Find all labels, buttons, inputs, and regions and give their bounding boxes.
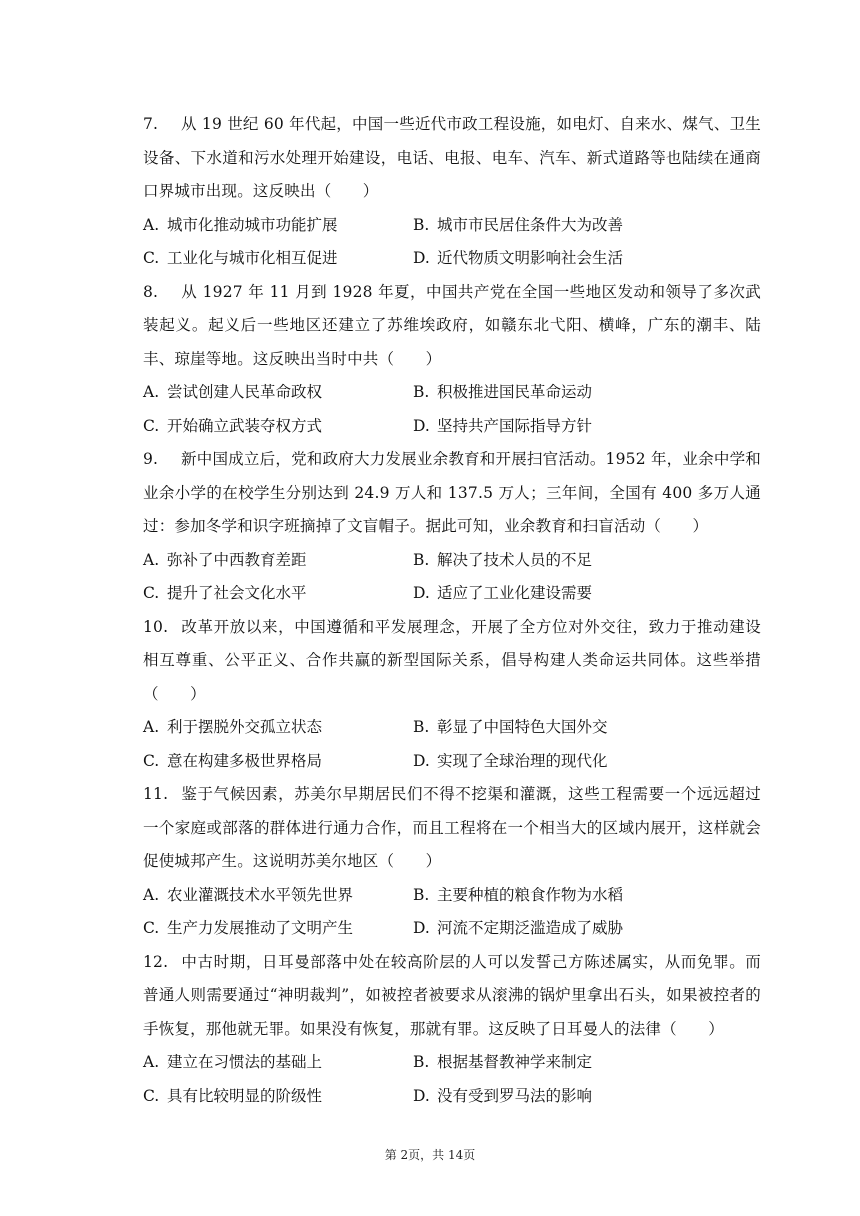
option-a: A. 农业灌溉技术水平领先世界 <box>143 885 354 904</box>
option-d: D. 河流不定期泛滥造成了威胁 <box>413 919 624 937</box>
option-d: D. 近代物质文明影响社会生活 <box>413 249 624 267</box>
option-a: A. 弥补了中西教育差距 <box>143 550 307 569</box>
option-a: A. 尝试创建人民革命政权 <box>143 383 323 401</box>
option-d: D. 没有受到罗马法的影响 <box>413 1086 593 1105</box>
option-b: B. 城市市民居住条件大为改善 <box>413 215 624 234</box>
question-9 <box>143 443 761 611</box>
option-d: D. 实现了全球治理的现代化 <box>413 751 608 770</box>
question-11 <box>143 778 761 946</box>
option-d: D. 适应了工业化建设需要 <box>413 584 593 602</box>
page-footer: 第 2页，共 14页 <box>384 1148 476 1162</box>
question-text: 中古时期，日耳曼部落中处在较高阶层的人可以发誓己方陈述属实，从而免罪。而普通人则需要通过“神明裁判”，如被控者被要求从滚沸的锅炉里拿出石头，如果被控者的手恢复，那他就无罪。如果没有恢复，那就有罪。这反映了日耳曼人的法律（ ） <box>143 952 761 1038</box>
question-8 <box>143 276 761 444</box>
option-c: C. 提升了社会文化水平 <box>143 584 307 602</box>
question-text: 改革开放以来，中国遵循和平发展理念，开展了全方位对外交往，致力于推动建设相互尊重、公平正义、合作共赢的新型国际关系，倡导构建人类命运共同体。这些举措（ ） <box>143 617 761 703</box>
question-stem <box>143 778 761 879</box>
options-row <box>143 544 761 578</box>
options-row <box>143 242 761 276</box>
question-stem <box>143 108 761 209</box>
question-stem <box>143 946 761 1047</box>
question-stem <box>143 443 761 544</box>
options-row <box>143 1080 761 1114</box>
options-row <box>143 711 761 745</box>
question-text: 从 1927 年 11 月到 1928 年夏，中国共产党在全国一些地区发动和领导了多次武装起义。起义后一些地区还建立了苏维埃政府，如赣东北弋阳、横峰，广东的潮丰、陆丰、琼崖等地。这反映出当时中共（ ） <box>143 282 761 368</box>
question-10 <box>143 611 761 779</box>
question-text: 新中国成立后，党和政府大力发展业余教育和开展扫官活动。1952 年，业余中学和业余小学的在校学生分别达到 24.9 万人和 137.5 万人；三年间，全国有 400 多万人通过：参加冬学和识字班摘掉了文盲帽子。据此可知，业余教育和扫盲活动（ ） <box>143 450 761 535</box>
option-a: A. 利于摆脱外交孤立状态 <box>143 718 323 736</box>
option-b: B. 主要种植的粮食作物为水稻 <box>413 885 624 904</box>
question-7 <box>143 108 761 276</box>
option-c: C. 开始确立武装夺权方式 <box>143 416 323 435</box>
options-row <box>143 879 761 913</box>
question-number: 8. <box>143 282 159 301</box>
option-b: B. 根据基督教神学来制定 <box>413 1053 593 1071</box>
option-b: B. 彰显了中国特色大国外交 <box>413 718 608 736</box>
options-row <box>143 912 761 946</box>
question-text: 鉴于气候因素，苏美尔早期居民们不得不挖渠和灌溉，这些工程需要一个远远超过一个家庭或部落的群体进行通力合作，而且工程将在一个相当大的区域内展开，这样就会促使城邦产生。这说明苏美尔地区（ ） <box>143 785 761 870</box>
options-row <box>143 410 761 444</box>
option-c: C. 意在构建多极世界格局 <box>143 751 323 770</box>
question-text: 从 19 世纪 60 年代起，中国一些近代市政工程设施，如电灯、自来水、煤气、卫生设备、下水道和污水处理开始建设，电话、电报、电车、汽车、新式道路等也陆续在通商口界城市出现。这反映出（ ） <box>143 115 761 200</box>
options-row <box>143 376 761 410</box>
option-b: B. 积极推进国民革命运动 <box>413 383 593 401</box>
question-12 <box>143 946 761 1114</box>
question-number: 11. <box>143 785 169 803</box>
option-d: D. 坚持共产国际指导方针 <box>413 416 593 435</box>
question-number: 10. <box>143 617 169 636</box>
option-c: C. 生产力发展推动了文明产生 <box>143 919 354 937</box>
question-stem <box>143 611 761 712</box>
option-b: B. 解决了技术人员的不足 <box>413 550 593 569</box>
option-a: A. 建立在习惯法的基础上 <box>143 1053 323 1071</box>
question-number: 9. <box>143 450 159 468</box>
question-list <box>143 108 761 1113</box>
question-stem <box>143 276 761 377</box>
question-number: 12. <box>143 952 169 971</box>
option-c: C. 具有比较明显的阶级性 <box>143 1086 323 1105</box>
options-row <box>143 745 761 779</box>
options-row <box>143 1046 761 1080</box>
option-c: C. 工业化与城市化相互促进 <box>143 249 338 267</box>
options-row <box>143 577 761 611</box>
option-a: A. 城市化推动城市功能扩展 <box>143 215 338 234</box>
options-row <box>143 209 761 243</box>
question-number: 7. <box>143 115 159 133</box>
